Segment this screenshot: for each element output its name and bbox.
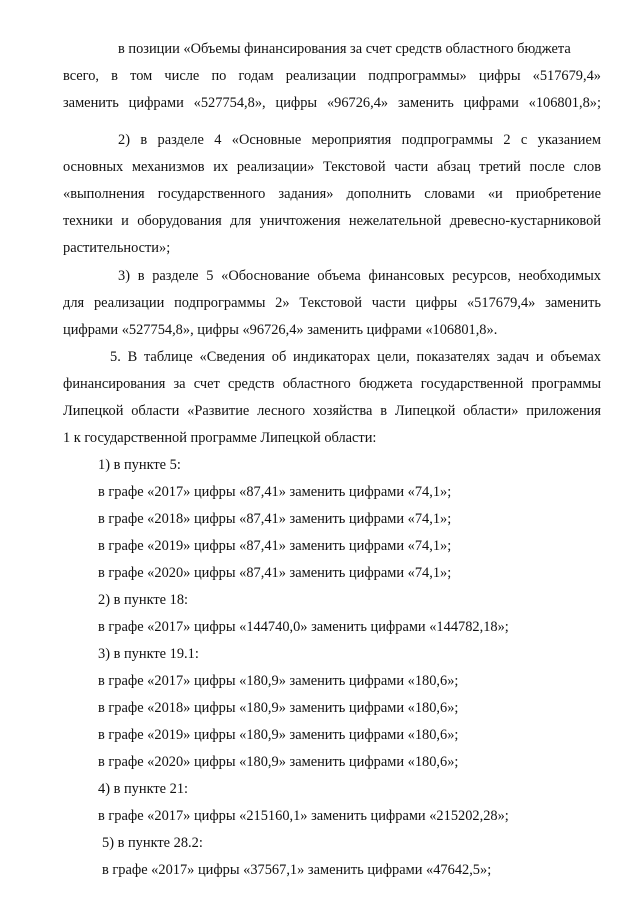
paragraph-line: Липецкой области «Развитие лесного хозяйства в Липецкой области» приложения xyxy=(63,403,601,419)
paragraph-line: 2) в разделе 4 «Основные мероприятия подпрограммы 2 с указанием xyxy=(118,132,601,148)
list-item: в графе «2017» цифры «215160,1» заменить цифрами «215202,28»; xyxy=(98,808,509,824)
list-item: в графе «2017» цифры «87,41» заменить цифрами «74,1»; xyxy=(98,484,452,500)
list-item: в графе «2018» цифры «180,9» заменить цифрами «180,6»; xyxy=(98,700,459,716)
list-item-heading: 5) в пункте 28.2: xyxy=(102,835,203,851)
list-item: в графе «2019» цифры «180,9» заменить цифрами «180,6»; xyxy=(98,727,459,743)
paragraph-line: для реализации подпрограммы 2» Текстовой части цифры «517679,4» заменить xyxy=(63,295,601,311)
list-item-heading: 1) в пункте 5: xyxy=(98,457,181,473)
list-item: в графе «2017» цифры «37567,1» заменить цифрами «47642,5»; xyxy=(102,862,492,878)
paragraph-line: растительности»; xyxy=(63,240,171,256)
paragraph-line: «выполнения государственного задания» дополнить словами «и приобретение xyxy=(63,186,601,202)
paragraph-line: 5. В таблице «Сведения об индикаторах цели, показателях задач и объемах xyxy=(110,349,601,365)
paragraph-line: заменить цифрами «527754,8», цифры «96726,4» заменить цифрами «106801,8»; xyxy=(63,95,601,111)
list-item-heading: 2) в пункте 18: xyxy=(98,592,189,608)
list-item: в графе «2020» цифры «180,9» заменить цифрами «180,6»; xyxy=(98,754,459,770)
paragraph-line: 1 к государственной программе Липецкой области: xyxy=(63,430,377,446)
paragraph-line: техники и оборудования для уничтожения нежелательной древесно-кустарниковой xyxy=(63,213,601,229)
list-item: в графе «2017» цифры «180,9» заменить цифрами «180,6»; xyxy=(98,673,459,689)
paragraph-line: 3) в разделе 5 «Обоснование объема финансовых ресурсов, необходимых xyxy=(118,268,601,284)
paragraph-line: в позиции «Объемы финансирования за счет средств областного бюджета xyxy=(118,41,571,57)
list-item: в графе «2020» цифры «87,41» заменить цифрами «74,1»; xyxy=(98,565,452,581)
list-item: в графе «2017» цифры «144740,0» заменить цифрами «144782,18»; xyxy=(98,619,509,635)
paragraph-line: основных механизмов их реализации» Текстовой части абзац третий после слов xyxy=(63,159,601,175)
paragraph-line: цифрами «527754,8», цифры «96726,4» заменить цифрами «106801,8». xyxy=(63,322,498,338)
list-item-heading: 4) в пункте 21: xyxy=(98,781,189,797)
list-item: в графе «2018» цифры «87,41» заменить цифрами «74,1»; xyxy=(98,511,452,527)
list-item: в графе «2019» цифры «87,41» заменить цифрами «74,1»; xyxy=(98,538,452,554)
paragraph-line: всего, в том числе по годам реализации подпрограммы» цифры «517679,4» xyxy=(63,68,601,84)
list-item-heading: 3) в пункте 19.1: xyxy=(98,646,199,662)
paragraph-line: финансирования за счет средств областного бюджета государственной программы xyxy=(63,376,601,392)
